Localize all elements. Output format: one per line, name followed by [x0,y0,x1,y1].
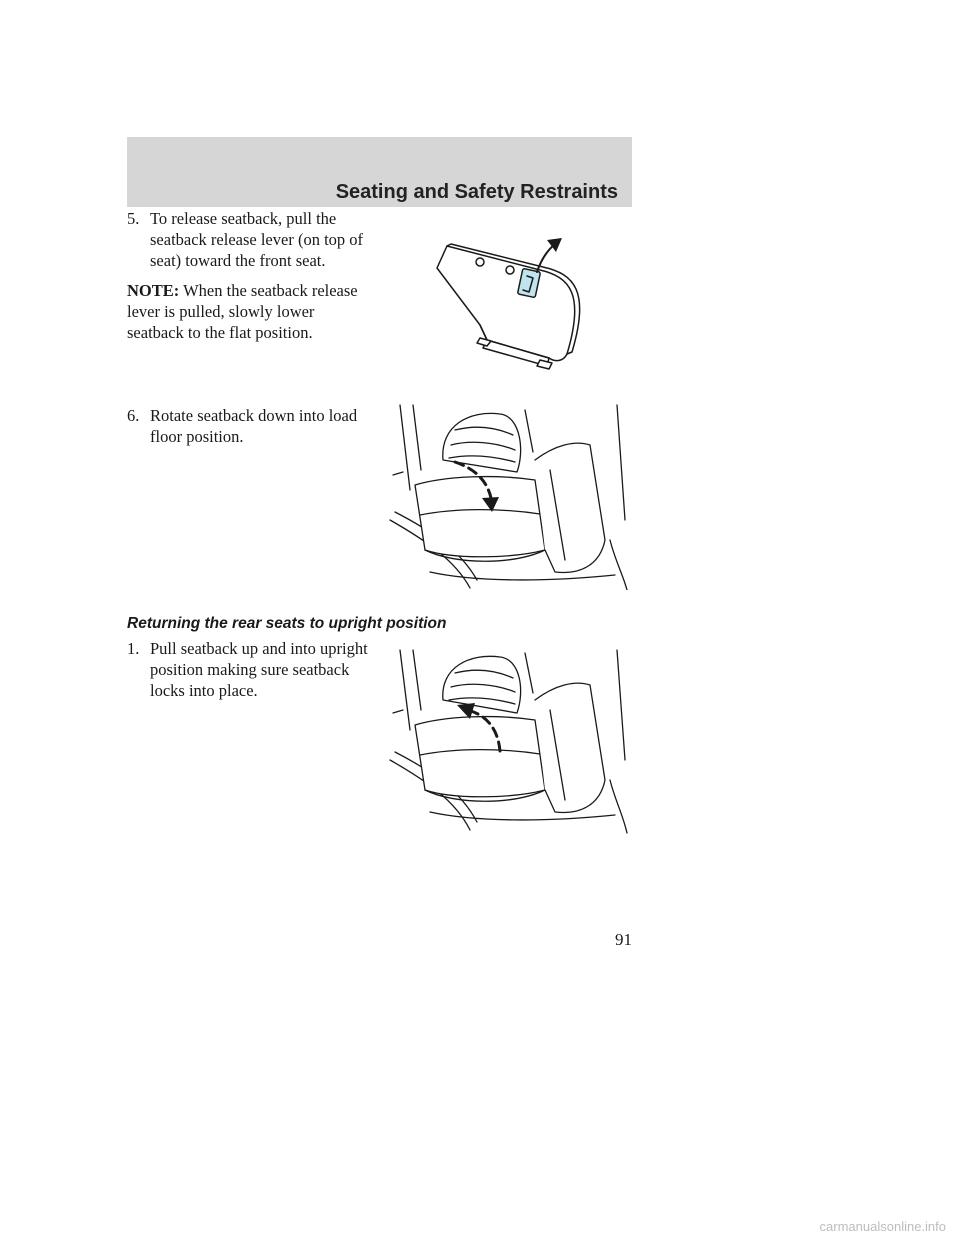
note [127,280,372,343]
step-text: Rotate seatback down into load floor position. [150,406,358,446]
page-title: Seating and Safety Restraints [335,181,618,203]
section-heading: Returning the rear seats to upright position [127,615,447,632]
step-6 [127,405,377,447]
header-band [127,137,632,207]
note-text: When the seatback release lever is pulled, slowly lower seatback to the flat position. [127,281,358,342]
step-number: 5. [127,209,140,228]
footer-credit: carmanualsonline.info [819,1219,946,1234]
seat-fold-down-illustration [385,400,635,590]
note-label: NOTE: [127,281,180,300]
step-number: 6. [127,406,140,425]
step-5 [127,208,372,271]
step-1 [127,638,372,701]
step-text: To release seatback, pull the seatback release lever (on top of seat) toward the front seat. [150,209,364,270]
page-number: 91 [615,930,632,949]
seatback-release-illustration [425,232,600,377]
step-text: Pull seatback up and into upright position making sure seatback locks into place. [150,639,368,700]
seat-upright-illustration [385,645,635,835]
step-number: 1. [127,639,140,658]
